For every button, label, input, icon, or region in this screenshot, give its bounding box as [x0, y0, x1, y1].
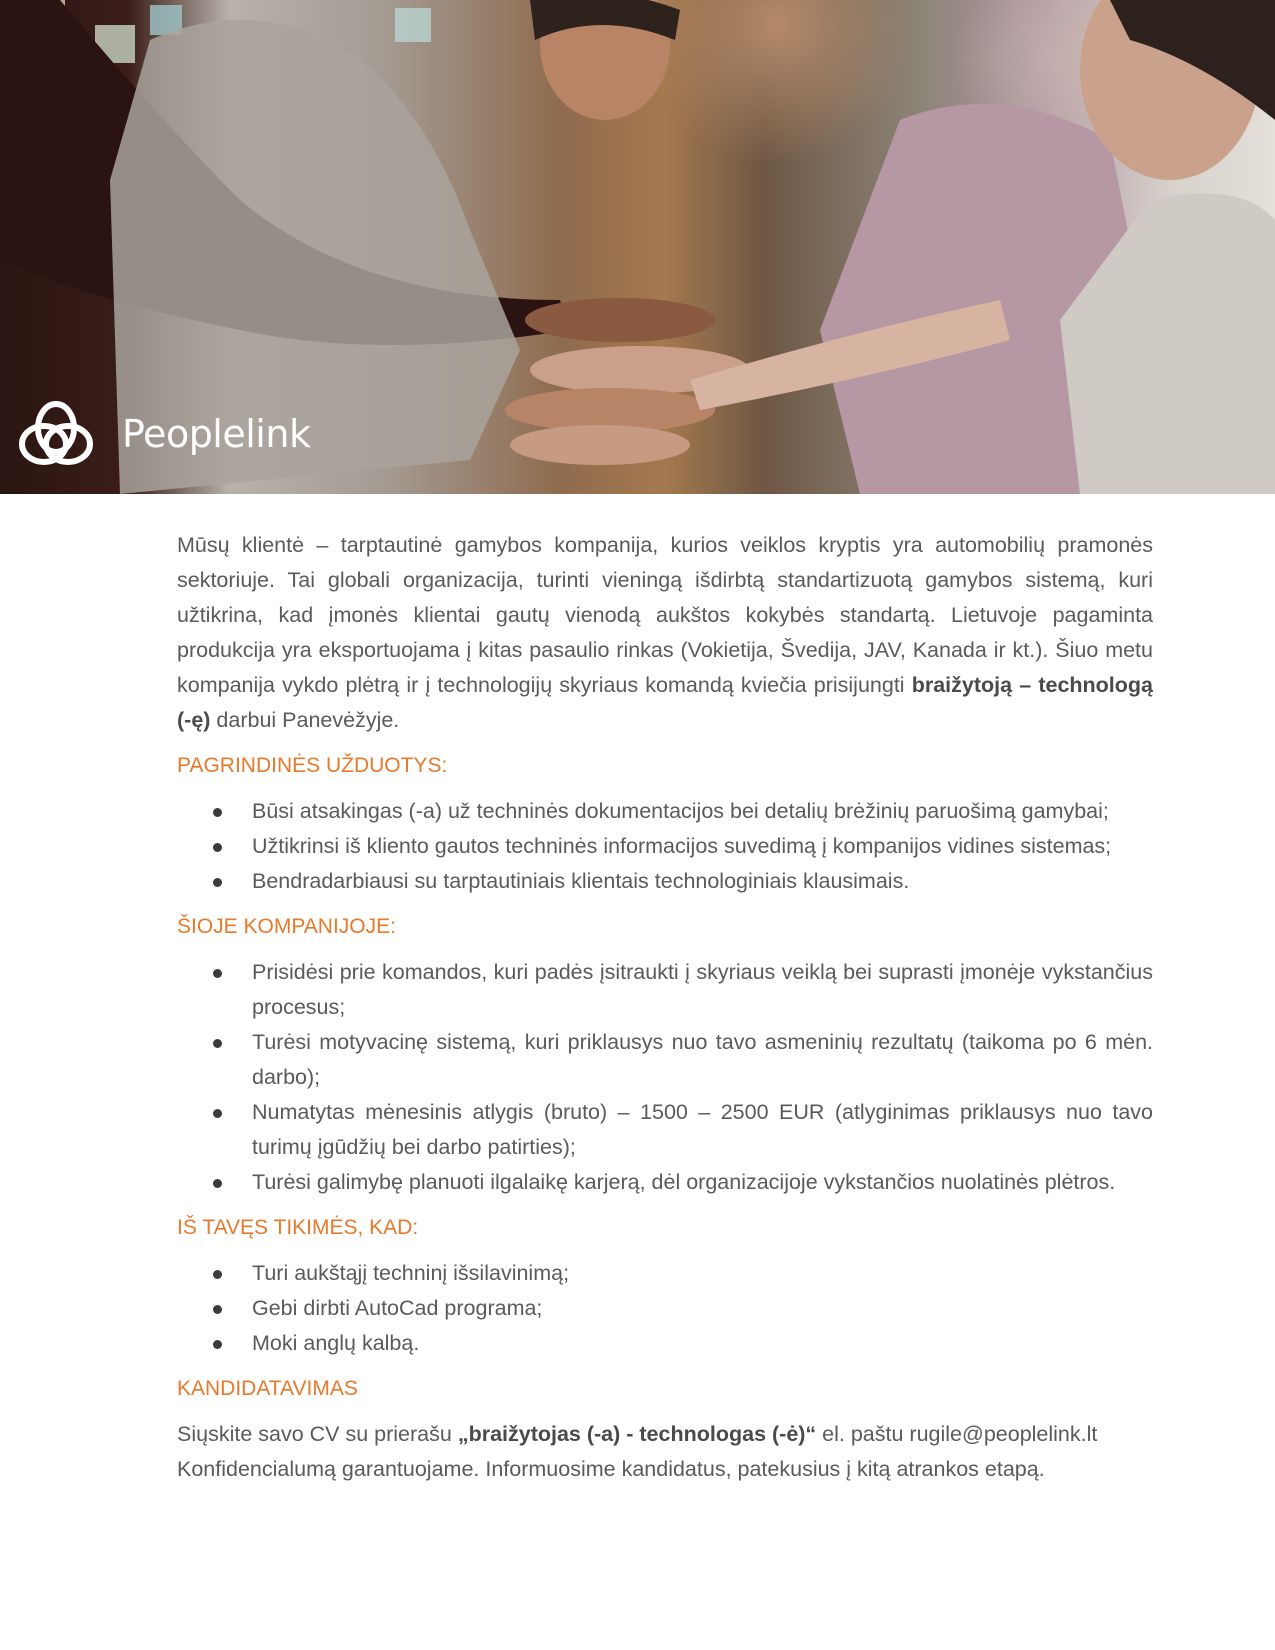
cv-subject: „braižytojas (-a) - technologas (-ė)“: [457, 1422, 817, 1446]
list-item: Gebi dirbti AutoCad programa;: [177, 1291, 1153, 1326]
bullet-icon: [213, 1109, 222, 1118]
requirements-list: [177, 1256, 1153, 1361]
list-item: Turėsi galimybę planuoti ilgalaikę karjerą, dėl organizacijoje vykstančios nuolatinės plėtros.: [177, 1165, 1153, 1200]
bullet-icon: [213, 969, 222, 978]
apply-instructions: Siųskite savo CV su prierašu „braižytojas (-a) - technologas (-ė)“ el. paštu rugile@peoplelink.lt: [177, 1422, 1098, 1446]
intro-paragraph: [177, 528, 1153, 738]
list-item: Būsi atsakingas (-a) už techninės dokumentacijos bei detalių brėžinių paruošimą gamybai;: [177, 794, 1153, 829]
intro-text: Mūsų klientė – tarptautinė gamybos kompanija, kurios veiklos kryptis yra automobilių pramonės sektoriuje. Tai globali organizacija, turinti vieningą išdirbtą standartizuotą gamybos sistemą, kuri užtikrina, kad įmonės klientai gautų vienodą aukštos kokybės standartą. Lietuvoje pagaminta produkcija yra eksportuojama į kitas pasaulio rinkas (Vokietija, Švedija, JAV, Kanada ir kt.). Šiuo metu kompanija vykdo plėtrą ir į technologijų skyriaus komandą kviečia prisijungti: [177, 533, 1153, 697]
list-item: Prisidėsi prie komandos, kuri padės įsitraukti į skyriaus veiklą bei suprasti įmonėje vykstančius procesus;: [177, 955, 1153, 1025]
bullet-icon: [213, 843, 222, 852]
job-description: [177, 528, 1153, 1487]
list-item: Turi aukštąjį techninį išsilavinimą;: [177, 1256, 1153, 1291]
intro-suffix: darbui Panevėžyje.: [210, 708, 400, 732]
bullet-icon: [213, 1179, 222, 1188]
position-title: braižytoją – technologą (-ę): [177, 673, 1154, 732]
confidentiality-note: Konfidencialumą garantuojame. Informuosime kandidatus, patekusius į kitą atrankos etapą.: [177, 1457, 1045, 1481]
tasks-list: [177, 794, 1153, 899]
list-item: Turėsi motyvacinę sistemą, kuri priklausys nuo tavo asmeninių rezultatų (taikoma po 6 mėn. darbo);: [177, 1025, 1153, 1095]
section-heading-company: ŠIOJE KOMPANIJOJE:: [177, 915, 396, 938]
list-item: Užtikrinsi iš kliento gautos techninės informacijos suvedimą į kompanijos vidines sistemas;: [177, 829, 1153, 864]
list-item: Numatytas mėnesinis atlygis (bruto) – 1500 – 2500 EUR (atlyginimas priklausys nuo tavo turimų įgūdžių bei darbo patirties);: [177, 1095, 1153, 1165]
bullet-icon: [213, 1270, 222, 1279]
bullet-icon: [213, 808, 222, 817]
peoplelink-logo-icon: [18, 400, 94, 476]
bullet-icon: [213, 1340, 222, 1349]
bullet-icon: [213, 878, 222, 887]
list-item: Bendradarbiausi su tarptautiniais klientais technologiniais klausimais.: [177, 864, 1153, 899]
section-heading-requirements: IŠ TAVĘS TIKIMĖS, KAD:: [177, 1216, 419, 1239]
section-heading-apply: KANDIDATAVIMAS: [177, 1377, 358, 1400]
bullet-icon: [213, 1039, 222, 1048]
email-text[interactable]: el. paštu rugile@peoplelink.lt: [816, 1422, 1098, 1446]
benefits-list: [177, 955, 1153, 1200]
hero-photo: [0, 0, 1275, 494]
section-heading-tasks: PAGRINDINĖS UŽDUOTYS:: [177, 754, 448, 777]
bullet-icon: [213, 1305, 222, 1314]
apply-block: [177, 1417, 1153, 1487]
list-item: Moki anglų kalbą.: [177, 1326, 1153, 1361]
brand-logo-text: Peoplelink: [122, 412, 311, 456]
